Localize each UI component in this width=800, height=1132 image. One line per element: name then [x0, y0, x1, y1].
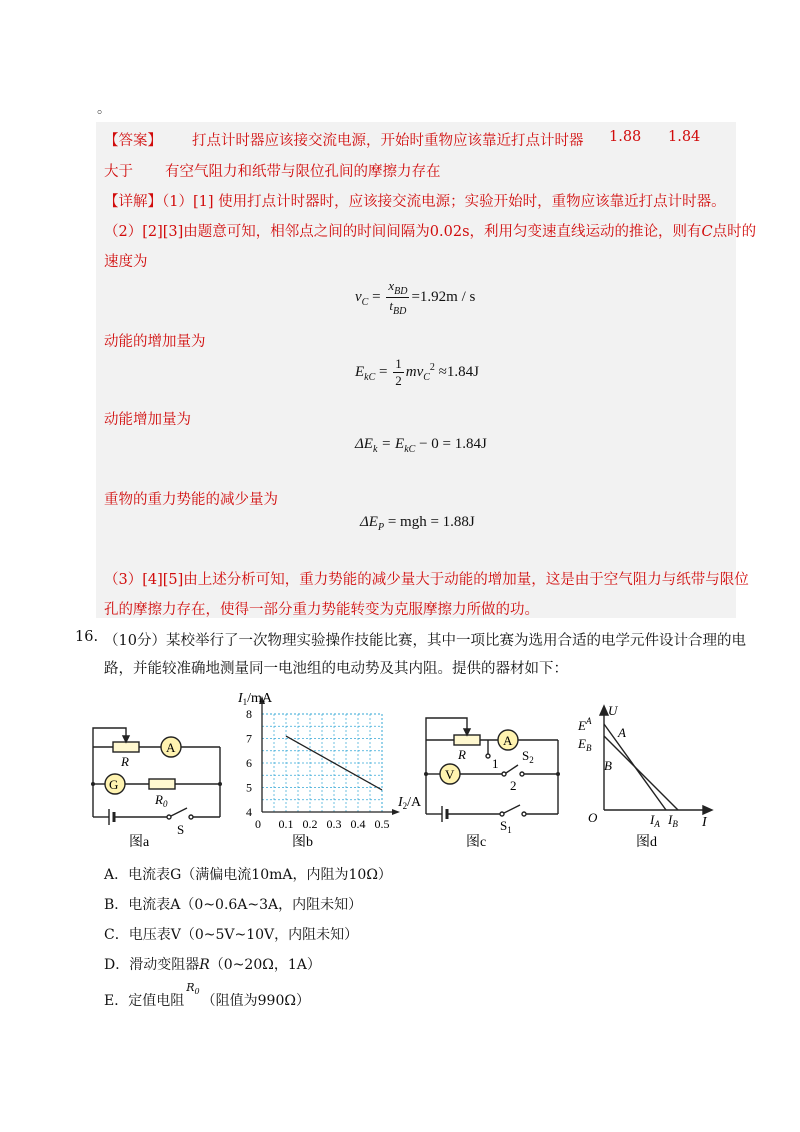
f1-num: x [388, 278, 395, 293]
question-text-a: 某校举行了一次物理实验操作技能比赛，其中一项比赛为选用合适的电学元件设计合理的电 [165, 633, 746, 649]
fig-a-R0-label: $R_0$ [155, 792, 168, 809]
f1-den-sub: BD [393, 306, 407, 317]
f2-rhs: ≈1.84J [438, 363, 479, 380]
f2-lhs-sub: kC [364, 371, 376, 383]
chart-y-tick-label: 4 [246, 805, 252, 819]
detail-p2-var: C [701, 224, 713, 240]
f2-sup: 2 [429, 361, 435, 373]
f3-sub-b: kC [404, 444, 416, 455]
chart-x-tick-label: 0.1 [278, 817, 294, 831]
f4-sub-a: P [377, 522, 385, 533]
fig-d-EB-label: $E_B$ [578, 736, 592, 753]
f3-b: = E [377, 436, 405, 452]
figure-a-circuit [85, 722, 230, 852]
detail-p6a: （3）[4][5]由上述分析可知，重力势能的减少量大于动能的增加量，这是由于空气阻力与纸带与限位 [104, 572, 749, 588]
fig-c-R-label: R [458, 747, 466, 762]
formula-delta-ek [355, 436, 487, 455]
fig-a-switch-label: S [177, 822, 185, 837]
f2-den: 2 [395, 373, 402, 388]
detail-p2a: （2）[2][3]由题意可知，相邻点之间的时间间隔为0.02s，利用匀变速直线运动的推论，则有 [104, 224, 702, 240]
f2-mid-sub: C [423, 371, 430, 383]
fig-d-O-label: O [588, 810, 598, 825]
answer-label: 【答案】 [104, 133, 162, 149]
fig-c-caption: 图c [466, 835, 487, 850]
f3-rhs: − 0 = 1.84J [415, 436, 487, 452]
f1-fraction [386, 278, 409, 317]
fig-c-ammeter-label: A [503, 733, 513, 748]
f2-fraction [393, 356, 404, 389]
detail-line-2 [104, 220, 756, 241]
f1-rhs: =1.92m / s [411, 288, 476, 305]
question-text-b: 路，并能较准确地测量同一电池组的电动势及其内阻。提供的器材如下： [104, 661, 568, 677]
fig-a-galvanometer-label: G [109, 777, 119, 792]
detail-line-1 [104, 190, 726, 211]
question-points: （10分） [104, 633, 166, 649]
fig-d-B-label: B [604, 758, 612, 773]
fig-a-R-label: R [121, 754, 129, 769]
fig-c-S2-label: $S_2$ [522, 748, 534, 765]
fig-c-voltmeter-label: V [445, 767, 455, 782]
fig-a-ammeter-label: A [166, 740, 176, 755]
answer-item-2: 1.88 [609, 129, 642, 145]
detail-p4: 动能增加量为 [104, 412, 191, 428]
fig-d-I-label: I [702, 815, 707, 830]
chart-xlabel: $I_2/A$ [398, 795, 422, 811]
answer-item-5: 有空气阻力和纸带与限位孔间的摩擦力存在 [165, 164, 441, 180]
top-mark: 。 [97, 101, 111, 117]
detail-p5: 重物的重力势能的减少量为 [104, 492, 278, 508]
chart-ylabel: $I_1/mA$ [238, 691, 273, 707]
fig-d-caption: 图d [636, 835, 657, 850]
chart-y-tick-label: 8 [246, 707, 252, 721]
f3-sub-a: k [372, 444, 378, 455]
fig-c-pos1: 1 [492, 756, 499, 771]
f1-lhs: v [355, 288, 362, 305]
chart-y-tick-label: 5 [246, 780, 252, 795]
f4-a: ΔE [360, 514, 378, 530]
figure-b-chart [222, 686, 422, 858]
fig-d-A-label: A [618, 725, 626, 740]
fig-d-IA-label: $I_A$ [650, 812, 660, 829]
formula-delta-ep [360, 514, 475, 533]
chart-y-tick-label: 6 [246, 756, 252, 770]
detail-p1: （1）[1] 使用打点计时器时，应该接交流电源；实验开始时，重物应该靠近打点计时器。 [162, 194, 726, 210]
fig-a-caption: 图a [129, 835, 150, 850]
chart-x-tick-label: 0 [255, 817, 261, 831]
fig-d-IB-label: $I_B$ [668, 812, 678, 829]
option-b: B．电流表A（0~0.6A~3A，内阻未知） [104, 897, 363, 913]
option-e: E．定值电阻$R_0$（阻值为990Ω） [104, 981, 310, 1009]
option-d: D．滑动变阻器R（0~20Ω，1A） [104, 957, 321, 973]
f2-num: 1 [395, 356, 402, 371]
chart-x-tick-label: 0.5 [374, 817, 390, 831]
answer-item-4: 大于 [104, 164, 133, 180]
figure-c-circuit [418, 710, 568, 852]
fig-d-U-label: U [608, 703, 618, 718]
question-number: 16. [75, 629, 99, 645]
chart-x-tick-label: 0.2 [302, 817, 318, 831]
f3-a: ΔE [355, 436, 373, 452]
answer-item-1: 打点计时器应该接交流电源，开始时重物应该靠近打点计时器 [192, 133, 584, 149]
f1-lhs-sub: C [361, 296, 369, 308]
question-line-1 [104, 629, 746, 650]
chart-x-tick-label: 0.3 [326, 817, 342, 831]
chart-y-tick-label: 7 [246, 731, 252, 746]
f1-den: t [389, 298, 394, 313]
detail-p3: 动能的增加量为 [104, 334, 206, 350]
f4-rhs: = mgh = 1.88J [384, 514, 475, 530]
option-c: C．电压表V（0~5V~10V，内阻未知） [104, 927, 359, 943]
chart-x-tick-label: 0.4 [350, 817, 366, 831]
f1-num-sub: BD [394, 286, 408, 297]
option-a: A．电流表G（满偏电流10mA，内阻为10Ω） [104, 867, 392, 883]
detail-label: 【详解】 [104, 194, 162, 210]
fig-c-pos2: 2 [510, 778, 517, 793]
fig-b-caption: 图b [292, 835, 313, 850]
detail-p2b: 点时的 [712, 224, 757, 240]
formula-kinetic-energy: $E_{kC}$ = $\frac{1}{2}$ $mv_C^2 \approx 1.84J$ [355, 356, 479, 388]
chart-grid [262, 714, 382, 812]
formula-velocity: $v_C$ = $\frac{x_{BD}}{t_{BD}}$ =1.92m / s [355, 278, 476, 317]
fig-d-EA-label: $E^A$ [578, 716, 592, 733]
detail-p2c: 速度为 [104, 254, 148, 270]
f2-mid: mv [405, 363, 424, 380]
detail-p6b: 孔的摩擦力存在，使得一部分重力势能转变为克服摩擦力所做的功。 [104, 602, 539, 618]
answer-item-3: 1.84 [668, 129, 701, 145]
fig-c-S1-label: $S_1$ [500, 818, 512, 835]
figure-d-graph [574, 698, 724, 854]
f2-lhs: E [355, 363, 365, 380]
